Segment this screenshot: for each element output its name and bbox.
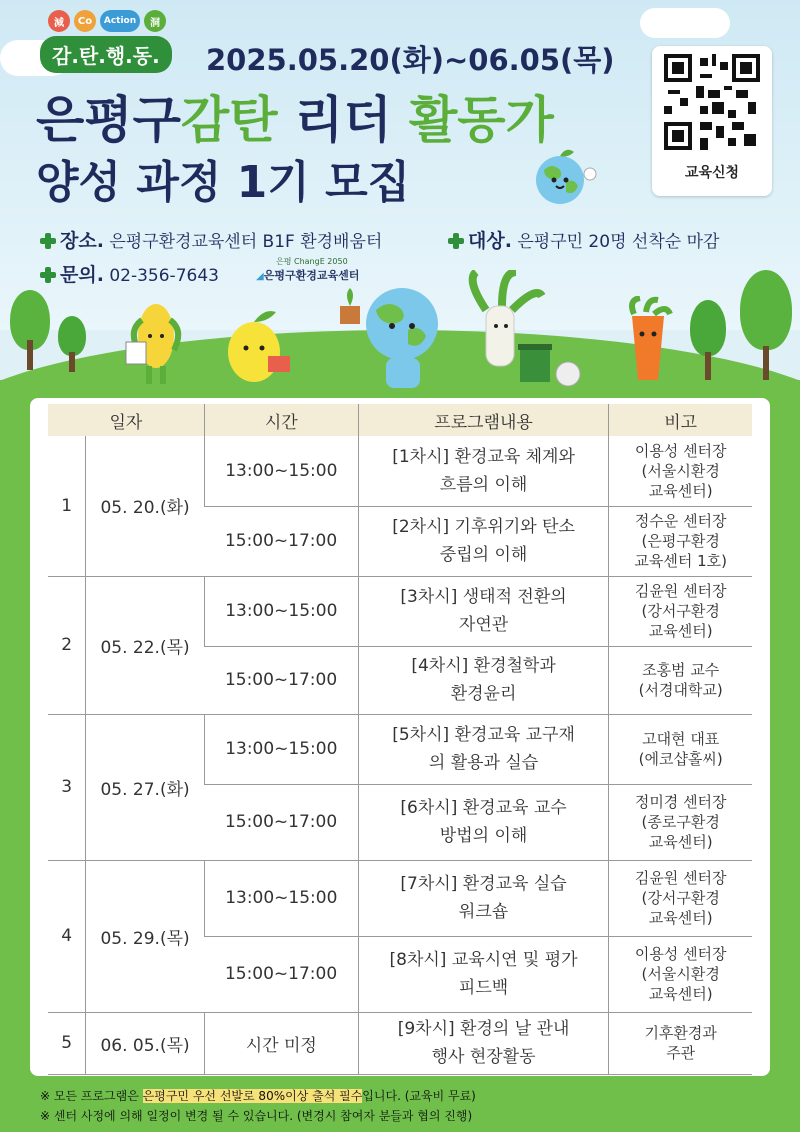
session-program: [9차시] 환경의 날 관내 행사 현장활동 — [358, 1012, 609, 1074]
session-time: 15:00~17:00 — [204, 646, 358, 714]
tree — [58, 316, 86, 372]
col-header-program: 프로그램내용 — [358, 404, 609, 436]
table-row — [48, 1012, 752, 1074]
session-program: [8차시] 교육시연 및 평가 피드백 — [358, 936, 609, 1012]
qr-card[interactable] — [652, 46, 772, 196]
table-header-row — [48, 404, 752, 436]
earth-mascot-icon — [526, 146, 602, 210]
earth-character-icon — [336, 280, 456, 392]
session-time: 13:00~15:00 — [204, 860, 358, 936]
tree — [690, 300, 726, 380]
footnote-highlight: 은평구민 우선 선발로 80%이상 출석 필수 — [142, 1089, 363, 1103]
title-part-green: 감탄 — [180, 91, 278, 149]
day-date: 05. 27.(화) — [86, 714, 205, 860]
info-target — [448, 226, 719, 253]
contact-value[interactable]: 02-356-7643 — [109, 266, 219, 286]
target-label: 대상. — [468, 230, 512, 252]
session-note: 조홍범 교수 (서경대학교) — [609, 646, 752, 714]
slogan-badge: 減 — [48, 10, 70, 32]
session-program: [6차시] 환경교육 교수 방법의 이해 — [358, 784, 609, 860]
tree — [740, 270, 792, 380]
day-number: 5 — [48, 1012, 86, 1074]
carrot-character-icon — [612, 296, 682, 392]
plus-icon — [40, 233, 56, 249]
session-note: 고대현 대표 (에코샵홀씨) — [609, 714, 752, 784]
info-contact — [40, 260, 219, 287]
footnote-text: ※ 모든 프로그램은 — [40, 1089, 143, 1103]
day-number: 3 — [48, 714, 86, 860]
session-program: [4차시] 환경철학과 환경윤리 — [358, 646, 609, 714]
logo-text: 은평구환경교육센터 — [263, 269, 360, 282]
plus-icon — [40, 267, 56, 283]
slogan-pill: 감.탄.행.동. — [40, 36, 172, 73]
footnote-1 — [40, 1086, 476, 1106]
day-date: 06. 05.(목) — [86, 1012, 205, 1074]
col-header-date: 일자 — [48, 404, 204, 436]
cloud — [640, 8, 730, 38]
corn-character-icon — [120, 300, 190, 390]
session-time: 13:00~15:00 — [204, 714, 358, 784]
slogan-badge: 洞 — [144, 10, 166, 32]
table-row — [48, 714, 752, 784]
place-label: 장소. — [60, 230, 104, 252]
day-date: 05. 20.(화) — [86, 436, 205, 576]
table-row — [48, 436, 752, 506]
session-time: 15:00~17:00 — [204, 784, 358, 860]
plus-icon — [448, 233, 464, 249]
main-title-line2: 양성 과정 1기 모집 — [36, 157, 411, 208]
session-program: [2차시] 기후위기와 탄소 중립의 이해 — [358, 506, 609, 576]
schedule-body — [48, 436, 752, 1074]
footnote-2: ※ 센터 사정에 의해 일정이 변경 될 수 있습니다. (변경시 참여자 분들과 협의 진행) — [40, 1109, 473, 1123]
col-header-note: 비고 — [609, 404, 752, 436]
slogan-badges — [48, 10, 166, 32]
leaf-icon: ◢ — [256, 271, 264, 282]
tree — [10, 290, 50, 370]
session-note: 김윤원 센터장 (강서구환경 교육센터) — [609, 576, 752, 646]
contact-label: 문의. — [60, 264, 104, 286]
session-program: [7차시] 환경교육 실습 워크숍 — [358, 860, 609, 936]
logo-small-text: 은평 ChangE 2050 — [276, 257, 348, 266]
session-note: 정수운 센터장 (은평구환경 교육센터 1호) — [609, 506, 752, 576]
session-note: 김윤원 센터장 (강서구환경 교육센터) — [609, 860, 752, 936]
session-program: [3차시] 생태적 전환의 자연관 — [358, 576, 609, 646]
main-title-line1 — [36, 80, 554, 152]
slogan-badge: Co — [74, 10, 96, 32]
day-number: 1 — [48, 436, 86, 576]
day-number: 2 — [48, 576, 86, 714]
footnotes — [40, 1086, 476, 1126]
session-note: 기후환경과 주관 — [609, 1012, 752, 1074]
day-date: 05. 29.(목) — [86, 860, 205, 1012]
title-part: 은평구 — [36, 91, 181, 149]
session-program: [5차시] 환경교육 교구재 의 활용과 실습 — [358, 714, 609, 784]
session-time: 13:00~15:00 — [204, 436, 358, 506]
schedule-table — [48, 404, 752, 1075]
target-value: 은평구민 20명 선착순 마감 — [517, 232, 720, 252]
info-place — [40, 226, 382, 253]
day-date: 05. 22.(목) — [86, 576, 205, 714]
col-header-time: 시간 — [204, 404, 358, 436]
session-note: 정미경 센터장 (종로구환경 교육센터) — [609, 784, 752, 860]
session-note: 이용성 센터장 (서울시환경 교육센터) — [609, 936, 752, 1012]
qr-label: 교육신청 — [684, 165, 740, 181]
event-dates: 2025.05.20(화)~06.05(목) — [206, 43, 615, 77]
day-number: 4 — [48, 860, 86, 1012]
title-part: 리더 — [277, 91, 409, 149]
session-time: 15:00~17:00 — [204, 936, 358, 1012]
table-row — [48, 860, 752, 936]
footnote-text: 입니다. (교육비 무료) — [362, 1089, 476, 1103]
lemon-character-icon — [214, 306, 304, 390]
session-time: 시간 미정 — [204, 1012, 358, 1074]
table-row — [48, 576, 752, 646]
center-logo — [256, 256, 359, 283]
session-note: 이용성 센터장 (서울시환경 교육센터) — [609, 436, 752, 506]
session-time: 13:00~15:00 — [204, 576, 358, 646]
session-time: 15:00~17:00 — [204, 506, 358, 576]
title-part-green: 활동가 — [408, 91, 554, 149]
session-program: [1차시] 환경교육 체계와 흐름의 이해 — [358, 436, 609, 506]
place-value: 은평구환경교육센터 B1F 환경배움터 — [109, 232, 383, 252]
recycle-bin-icon — [514, 340, 584, 388]
qr-code-icon[interactable] — [664, 54, 760, 150]
slogan-badge: Action — [100, 10, 140, 32]
